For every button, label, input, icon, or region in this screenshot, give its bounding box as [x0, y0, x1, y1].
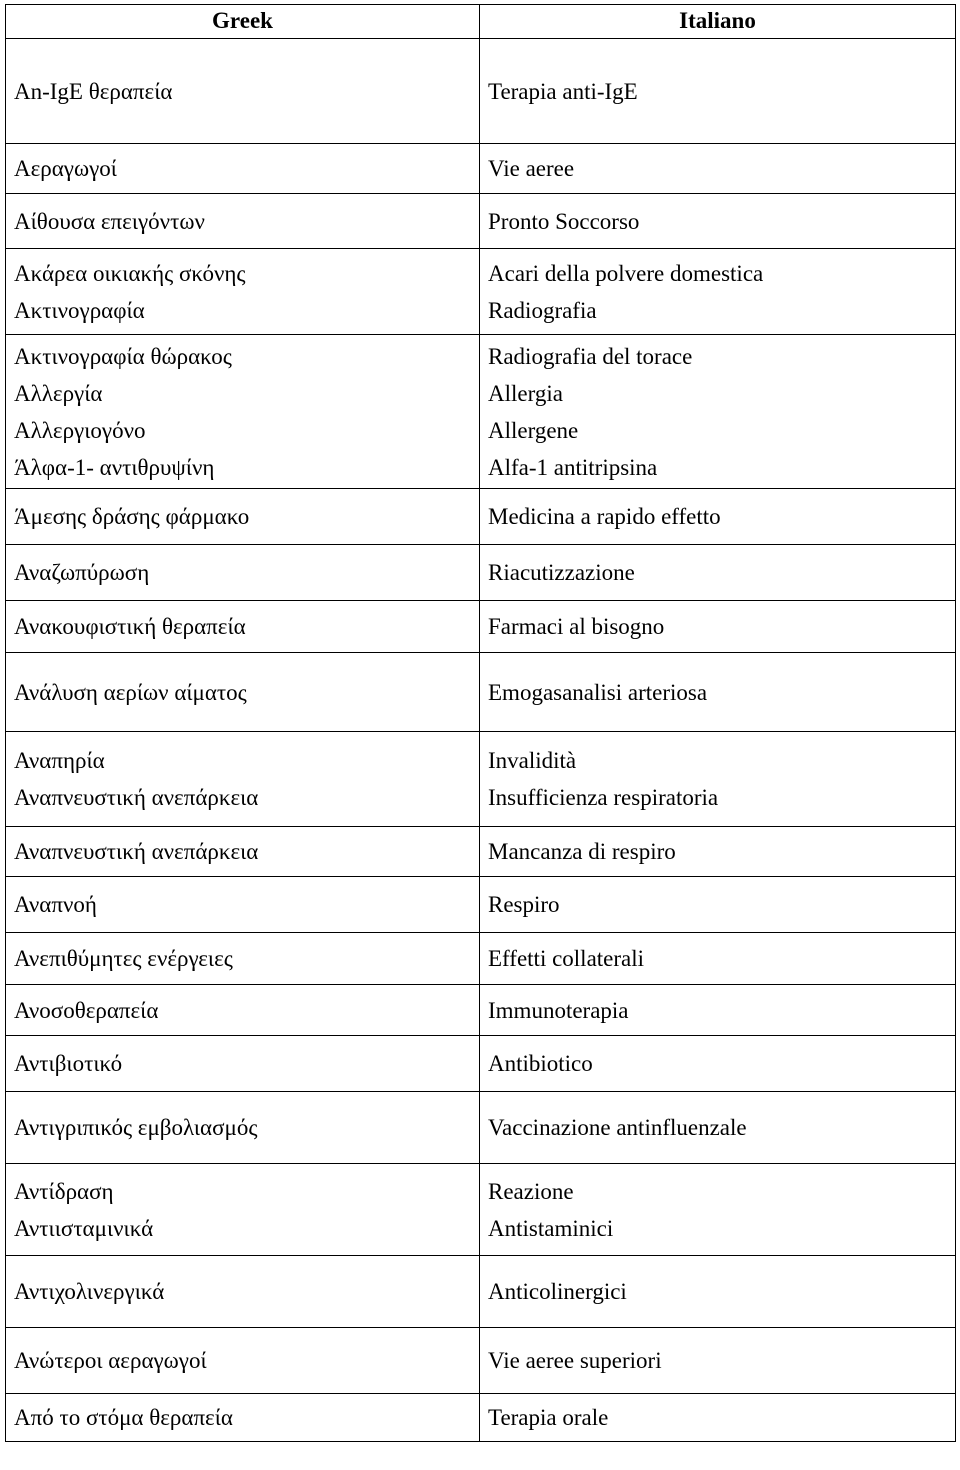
greek-term: Αναπηρία Αναπνευστική ανεπάρκεια: [6, 732, 480, 827]
table-row: [6, 1164, 956, 1256]
italian-term: Vie aeree: [480, 144, 956, 194]
table-row: [6, 249, 956, 335]
italian-term: Respiro: [480, 877, 956, 933]
greek-term: Αντιγριπικός εμβολιασμός: [6, 1092, 480, 1164]
greek-term: Άμεσης δράσης φάρμακο: [6, 489, 480, 545]
italian-term: Terapia orale: [480, 1394, 956, 1442]
greek-term: Αντίδραση Αντιισταμινικά: [6, 1164, 480, 1256]
italian-term: Farmaci al bisogno: [480, 601, 956, 653]
italian-term: Mancanza di respiro: [480, 827, 956, 877]
greek-term: Αεραγωγοί: [6, 144, 480, 194]
italian-term: Immunoterapia: [480, 985, 956, 1036]
italian-term: Invalidità Insufficienza respiratoria: [480, 732, 956, 827]
italian-term: Medicina a rapido effetto: [480, 489, 956, 545]
greek-term: Αντιχολινεργικά: [6, 1256, 480, 1328]
italian-term: Effetti collaterali: [480, 933, 956, 985]
greek-term: Αναπνευστική ανεπάρκεια: [6, 827, 480, 877]
table-row: [6, 933, 956, 985]
italian-term: Antibiotico: [480, 1036, 956, 1092]
greek-term: Ακτινογραφία θώρακος Αλλεργία Αλλεργιογόνο Άλφα-1- αντιθρυψίνη: [6, 335, 480, 489]
italian-term: Pronto Soccorso: [480, 194, 956, 249]
greek-term: Από το στόμα θεραπεία: [6, 1394, 480, 1442]
greek-term: Αίθουσα επειγόντων: [6, 194, 480, 249]
table-row: [6, 827, 956, 877]
greek-term: Ανάλυση αερίων αίματος: [6, 653, 480, 732]
greek-term: Αναπνοή: [6, 877, 480, 933]
table-row: [6, 489, 956, 545]
italian-term: Vie aeree superiori: [480, 1328, 956, 1394]
greek-term: An-IgE θεραπεία: [6, 39, 480, 144]
italian-term: Emogasanalisi arteriosa: [480, 653, 956, 732]
header-italian: Italiano: [480, 5, 956, 39]
greek-term: Ανώτεροι αεραγωγοί: [6, 1328, 480, 1394]
table-row: [6, 1328, 956, 1394]
greek-term: Ανεπιθύμητες ενέργειες: [6, 933, 480, 985]
table-row: [6, 1036, 956, 1092]
greek-term: Ανακουφιστική θεραπεία: [6, 601, 480, 653]
table-row: [6, 985, 956, 1036]
header-greek: Greek: [6, 5, 480, 39]
italian-term: Anticolinergici: [480, 1256, 956, 1328]
greek-term: Αντιβιοτικό: [6, 1036, 480, 1092]
greek-term: Αναζωπύρωση: [6, 545, 480, 601]
greek-term: Ακάρεα οικιακής σκόνης Ακτινογραφία: [6, 249, 480, 335]
table-row: [6, 601, 956, 653]
table-row: [6, 732, 956, 827]
greek-term: Ανοσοθεραπεία: [6, 985, 480, 1036]
italian-term: Acari della polvere domestica Radiografia: [480, 249, 956, 335]
table-row: [6, 1394, 956, 1442]
glossary-table: [5, 4, 956, 1442]
header-row: [6, 5, 956, 39]
italian-term: Riacutizzazione: [480, 545, 956, 601]
italian-term: Terapia anti-IgE: [480, 39, 956, 144]
table-row: [6, 1092, 956, 1164]
table-row: [6, 39, 956, 144]
table-row: [6, 335, 956, 489]
table-row: [6, 144, 956, 194]
table-row: [6, 653, 956, 732]
italian-term: Radiografia del torace Allergia Allergene Alfa-1 antitripsina: [480, 335, 956, 489]
italian-term: Vaccinazione antinfluenzale: [480, 1092, 956, 1164]
table-row: [6, 545, 956, 601]
italian-term: Reazione Antistaminici: [480, 1164, 956, 1256]
table-row: [6, 1256, 956, 1328]
table-row: [6, 877, 956, 933]
table-row: [6, 194, 956, 249]
